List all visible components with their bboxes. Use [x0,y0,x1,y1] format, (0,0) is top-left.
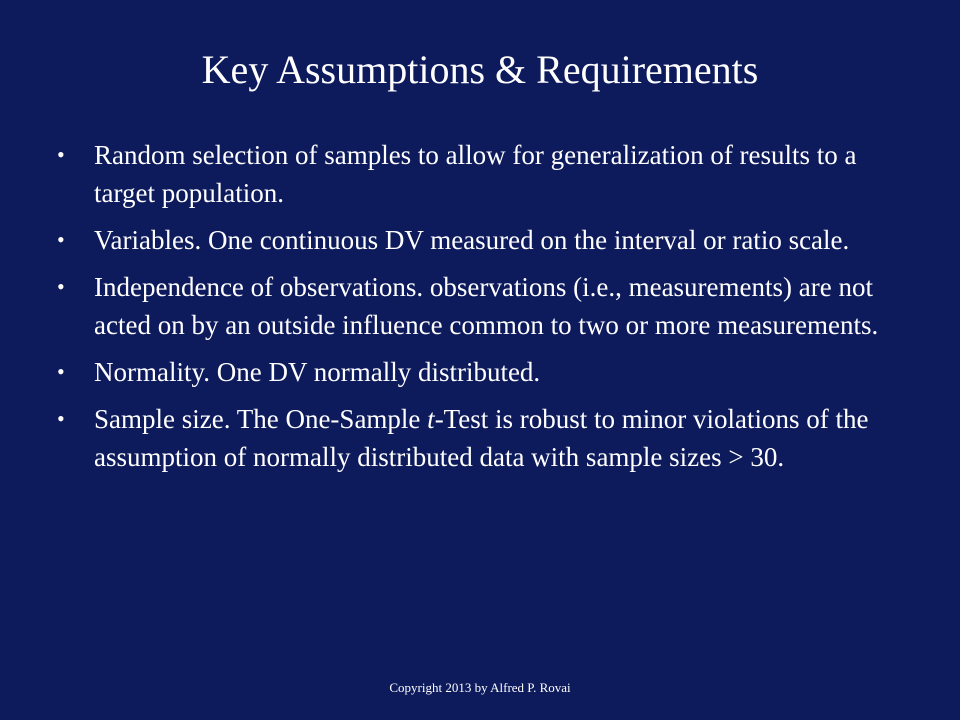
bullet-text [94,404,869,472]
bullet-list [57,136,907,485]
bullet-icon: • [57,274,65,299]
bullet-icon: • [57,359,65,384]
bullet-item-normality [57,353,907,391]
bullet-text-after: -Test is robust to minor violations of the assumption of normally distributed data with sample sizes > 30. [94,404,869,472]
bullet-icon: • [57,227,65,252]
bullet-item-random-selection [57,136,907,212]
bullet-item-independence [57,268,907,344]
bullet-text: Normality. One DV normally distributed. [94,357,541,387]
bullet-item-sample-size [57,400,907,476]
slide-title: Key Assumptions & Requirements [201,47,759,92]
bullet-text-italic-t: t [427,404,435,434]
bullet-icon: • [57,406,65,431]
bullet-text: Independence of observations. observations (i.e., measurements) are not acted on by an outside influence common to two or more measurements. [94,272,879,340]
bullet-text-before: Sample size. The One-Sample [94,404,428,434]
bullet-text: Random selection of samples to allow for generalization of results to a target population. [94,140,857,208]
copyright-footer: Copyright 2013 by Alfred P. Rovai [389,680,571,695]
bullet-item-variables [57,221,907,259]
bullet-icon: • [57,142,65,167]
bullet-text: Variables. One continuous DV measured on the interval or ratio scale. [94,225,850,255]
